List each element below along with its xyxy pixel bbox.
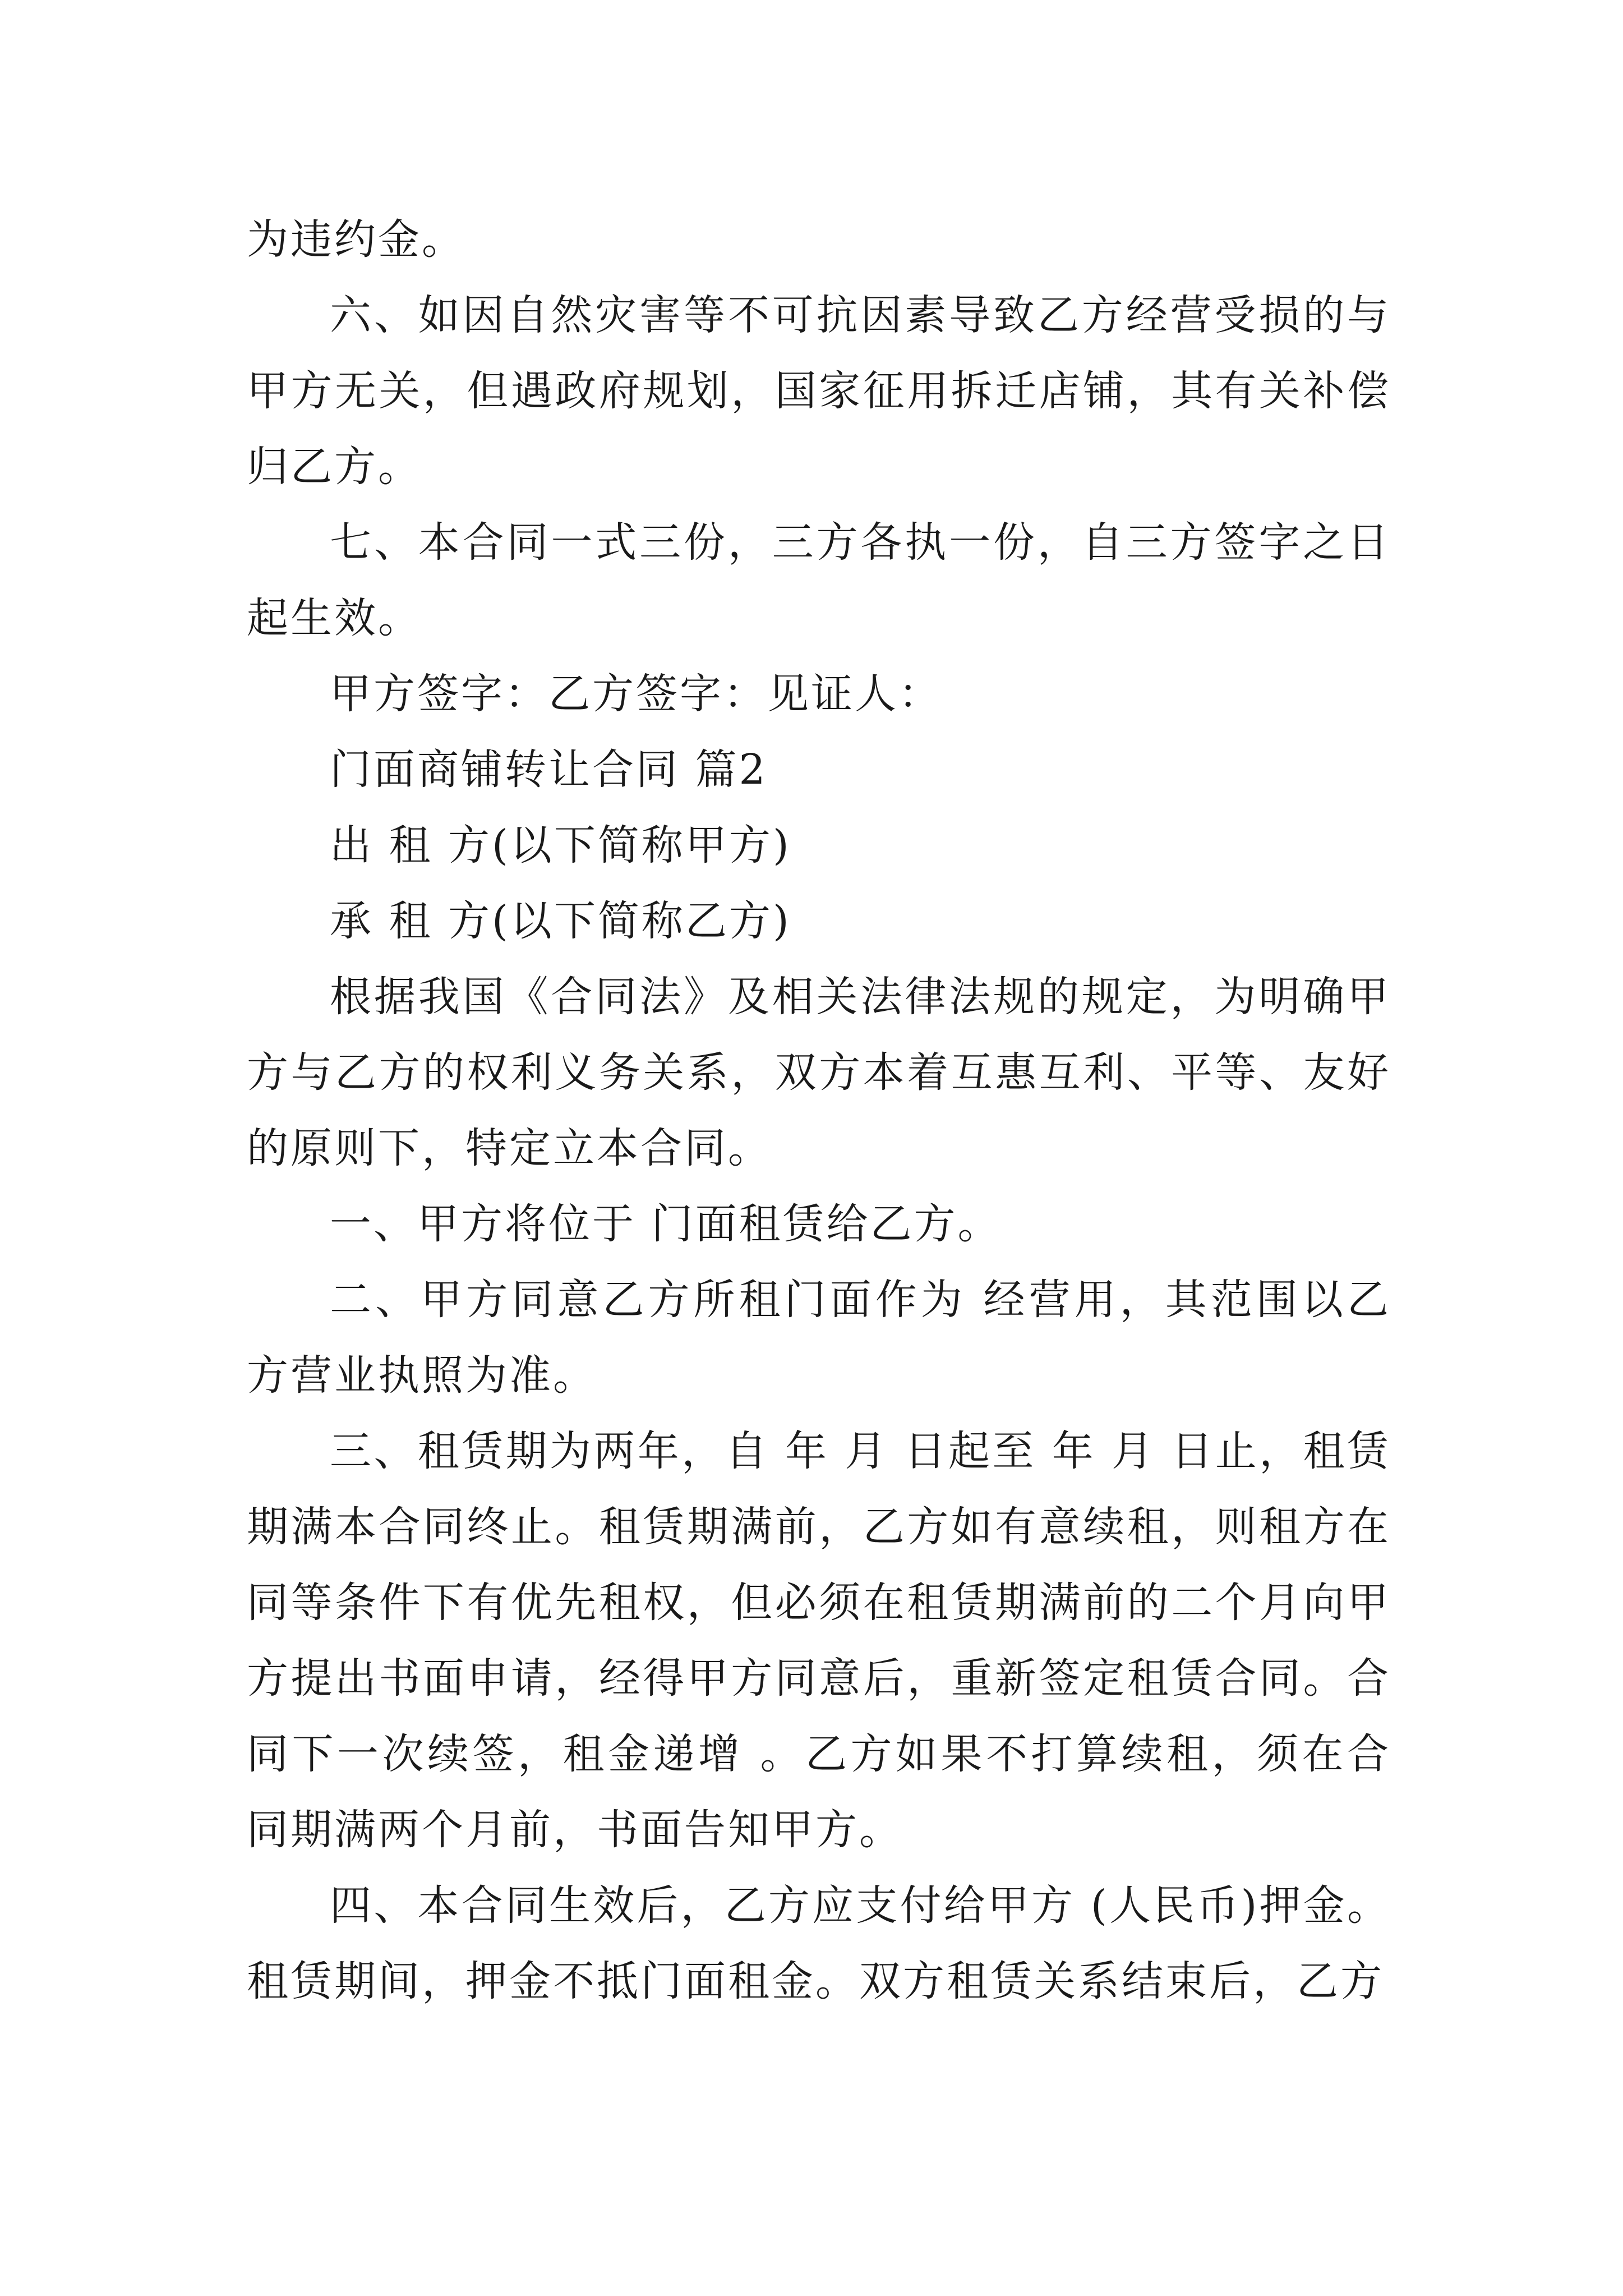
paragraph-lessor: 出 租 方(以下简称甲方) (330, 821, 791, 869)
document-body (247, 202, 1391, 2019)
paragraph-signatures: 甲方签字：乙方签字：见证人： (330, 670, 942, 718)
paragraph-clause-2: 二、甲方同意乙方所租门面作为 经营用，其范围以乙方营业执照为准。 (247, 1276, 1391, 1400)
paragraph-preamble: 根据我国《合同法》及相关法律法规的规定，为明确甲方与乙方的权利义务关系，双方本着互惠互利、平等、友好的原则下，特定立本合同。 (247, 973, 1391, 1172)
paragraph-penalty-tail: 为违约金。 (247, 215, 465, 264)
paragraph-clause-7: 七、本合同一式三份，三方各执一份，自三方签字之日起生效。 (247, 518, 1391, 642)
paragraph-clause-1: 一、甲方将位于 门面租赁给乙方。 (330, 1200, 1002, 1248)
section-heading-part-2: 门面商铺转让合同 篇2 (330, 746, 768, 794)
paragraph-clause-4: 四、本合同生效后，乙方应支付给甲方 (人民币)押金。租赁期间，押金不抵门面租金。双方租赁关系结束后，乙方 (247, 1881, 1391, 2005)
paragraph-clause-6: 六、如因自然灾害等不可抗因素导致乙方经营受损的与甲方无关，但遇政府规划，国家征用拆迁店铺，其有关补偿归乙方。 (247, 291, 1391, 491)
paragraph-lessee: 承 租 方(以下简称乙方) (330, 897, 791, 945)
paragraph-clause-3: 三、租赁期为两年，自 年 月 日起至 年 月 日止，租赁期满本合同终止。租赁期满前，乙方如有意续租，则租方在同等条件下有优先租权，但必须在租赁期满前的二个月向甲方提出书面申请，经得甲方同意后，重新签定租赁合同。合同下一次续签，租金递增 。乙方如果不打算续租，须在合同期满两个月前，书面告知甲方。 (247, 1427, 1391, 1854)
